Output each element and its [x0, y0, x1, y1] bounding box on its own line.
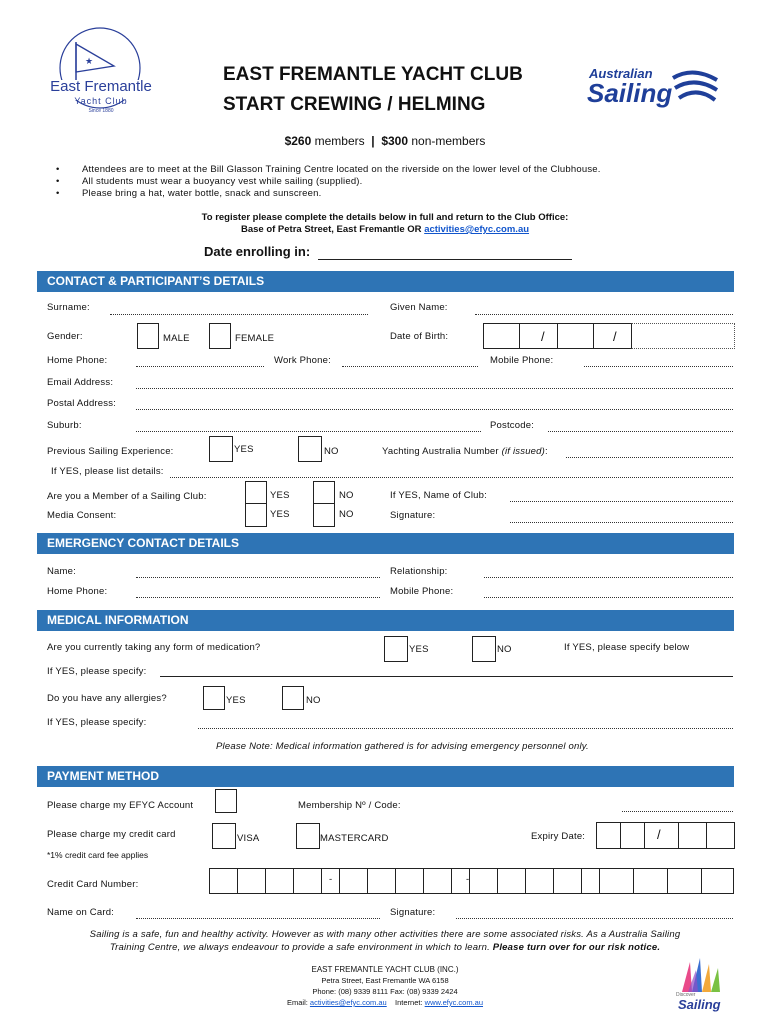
work-phone-label: Work Phone: [274, 355, 331, 366]
media-no-label: NO [339, 509, 354, 520]
efyc-account-checkbox[interactable] [215, 789, 237, 813]
ya-number-label [382, 446, 548, 457]
media-yes-label: YES [270, 509, 290, 520]
dob-sep-1: / [541, 329, 545, 344]
female-label: FEMALE [235, 333, 275, 344]
dob-day-1[interactable] [483, 323, 521, 349]
medication-yes-checkbox[interactable] [384, 636, 408, 662]
safety-turn-over: Please turn over for our risk notice. [492, 942, 661, 953]
member-club-no-checkbox[interactable] [313, 481, 335, 505]
dob-year[interactable] [631, 323, 735, 349]
medication-no-checkbox[interactable] [472, 636, 496, 662]
visa-label: VISA [237, 833, 260, 844]
ya-number-text: Yachting Australia Number [382, 446, 499, 457]
member-club-label: Are you a Member of a Sailing Club: [47, 491, 207, 502]
footer-phone: Phone: (08) 9339 8111 Fax: (08) 9339 2424 [312, 987, 458, 996]
page-title-line1: EAST FREMANTLE YACHT CLUB [223, 64, 523, 85]
member-club-yes-checkbox[interactable] [245, 481, 267, 505]
email-field[interactable] [136, 388, 733, 389]
prev-exp-label: Previous Sailing Experience: [47, 446, 174, 457]
mobile-phone-field[interactable] [584, 366, 733, 367]
footer-email-label: Email: [286, 998, 310, 1007]
payment-signature-field[interactable] [456, 918, 733, 919]
card-number-boxes[interactable] [209, 868, 733, 892]
visa-checkbox[interactable] [212, 823, 236, 849]
prev-exp-no-label: NO [324, 446, 339, 457]
card-digit[interactable] [525, 868, 555, 894]
card-digit[interactable] [553, 868, 583, 894]
emergency-home-phone-label: Home Phone: [47, 586, 108, 597]
date-enrolling-field[interactable] [318, 259, 572, 260]
expiry-y1[interactable] [644, 822, 680, 849]
postcode-label: Postcode: [490, 420, 535, 431]
register-line1: To register please complete the details below in full and return to the Club Office: [201, 212, 569, 223]
emergency-name-label: Name: [47, 566, 76, 577]
signature-label: Signature: [390, 510, 436, 521]
medication-question: Are you currently taking any form of medication? [47, 642, 261, 653]
card-digit[interactable] [237, 868, 267, 894]
mastercard-checkbox[interactable] [296, 823, 320, 849]
media-consent-label: Media Consent: [47, 510, 117, 521]
sailing-logo-line2: Sailing [587, 78, 673, 108]
card-digit[interactable] [701, 868, 734, 894]
signature-field[interactable] [510, 522, 733, 523]
club-logo-sub: Yacht Club [74, 96, 128, 106]
postcode-field[interactable] [548, 431, 733, 432]
bullet-item: • Attendees are to meet at the Bill Glasson Training Centre located on the riverside on the lower level of the Clubhouse. [56, 164, 601, 176]
card-digit[interactable] [469, 868, 499, 894]
allergies-yes-checkbox[interactable] [203, 686, 225, 710]
mobile-phone-label: Mobile Phone: [490, 355, 554, 366]
section-payment-heading: PAYMENT METHOD [37, 766, 734, 787]
medication-specify-below: If YES, please specify below [564, 642, 690, 653]
sailing-logo-line1: Australian [589, 66, 653, 81]
if-yes-list-field[interactable] [170, 477, 733, 478]
expiry-y2[interactable] [678, 822, 708, 849]
page-title-line2: START CREWING / HELMING [223, 94, 486, 115]
club-logo [36, 22, 166, 122]
card-sep-box [581, 868, 601, 894]
register-email-link[interactable]: activities@efyc.com.au [424, 224, 530, 235]
footer-contact [0, 964, 770, 1008]
ya-number-issued: (if issued) [501, 446, 546, 457]
price-line [0, 134, 770, 148]
card-digit[interactable] [599, 868, 635, 894]
expiry-m1[interactable] [596, 822, 622, 849]
register-address: Base of Petra Street, East Fremantle OR [240, 224, 425, 235]
safety-line2-text: Training Centre, we always endeavour to provide a safe environment in which to learn. [109, 942, 493, 953]
section-emergency-heading: EMERGENCY CONTACT DETAILS [37, 533, 734, 554]
card-sep: - [466, 874, 470, 885]
dob-day-2[interactable] [519, 323, 559, 349]
male-checkbox[interactable] [137, 323, 159, 349]
ya-number-field[interactable] [566, 457, 733, 458]
name-on-card-label: Name on Card: [47, 907, 115, 918]
section-medical-heading: MEDICAL INFORMATION [37, 610, 734, 631]
female-checkbox[interactable] [209, 323, 231, 349]
allergies-no-checkbox[interactable] [282, 686, 304, 710]
expiry-sep: / [657, 827, 661, 842]
date-enrolling-label: Date enrolling in: [204, 244, 311, 259]
media-no-checkbox[interactable] [313, 503, 335, 527]
postal-label: Postal Address: [47, 398, 117, 409]
card-digit[interactable] [667, 868, 703, 894]
medication-specify-field[interactable] [160, 676, 733, 677]
card-digit[interactable] [209, 868, 239, 894]
allergies-specify-label: If YES, please specify: [47, 717, 147, 728]
if-yes-list-label: If YES, please list details: [51, 466, 164, 477]
male-label: MALE [163, 333, 190, 344]
relationship-field[interactable] [484, 577, 733, 578]
home-phone-label: Home Phone: [47, 355, 108, 366]
work-phone-field[interactable] [342, 366, 478, 367]
expiry-m2[interactable] [620, 822, 646, 849]
bullet-item: • Please bring a hat, water bottle, snack and sunscreen. [56, 188, 601, 200]
allergies-question: Do you have any allergies? [47, 693, 167, 704]
membership-field[interactable] [622, 811, 733, 812]
dob-month-1[interactable] [557, 323, 595, 349]
efyc-account-label: Please charge my EFYC Account [47, 800, 194, 811]
prev-exp-no-checkbox[interactable] [298, 436, 322, 462]
surname-field[interactable] [110, 314, 368, 315]
prev-exp-yes-label: YES [234, 444, 254, 455]
australian-sailing-logo [585, 64, 725, 112]
credit-card-label: Please charge my credit card [47, 829, 176, 840]
club-logo-est: Since 1880 [88, 108, 114, 114]
member-club-yes-label: YES [270, 490, 290, 501]
price-separator: | [371, 134, 375, 148]
club-logo-name: East Fremantle [50, 78, 152, 95]
home-phone-field[interactable] [136, 366, 264, 367]
gender-label: Gender: [47, 331, 83, 342]
suburb-label: Suburb: [47, 420, 82, 431]
footer-address: Petra Street, East Fremantle WA 6158 [321, 976, 449, 985]
club-name-label: If YES, Name of Club: [390, 490, 487, 501]
postal-field[interactable] [136, 409, 733, 410]
payment-signature-label: Signature: [390, 907, 436, 918]
discover-logo-line1: Discover [676, 992, 696, 998]
card-sep: - [329, 874, 333, 885]
card-digit[interactable] [633, 868, 669, 894]
club-name-field[interactable] [510, 501, 733, 502]
emergency-mobile-label: Mobile Phone: [390, 586, 454, 597]
safety-line2 [0, 941, 770, 954]
given-name-field[interactable] [475, 314, 733, 315]
dob-sep-2: / [613, 329, 617, 344]
info-bullets [56, 164, 601, 200]
sailing-waves-icon [671, 68, 721, 106]
emergency-mobile-field[interactable] [484, 597, 733, 598]
allergies-no-label: NO [306, 695, 321, 706]
dob-label: Date of Birth: [390, 331, 449, 342]
prev-exp-yes-checkbox[interactable] [209, 436, 233, 462]
register-line2 [0, 224, 770, 236]
club-burgee-icon [36, 22, 166, 122]
bullet-item: • All students must wear a buoyancy vest while sailing (supplied). [56, 176, 601, 188]
price-non-suffix: non-members [408, 134, 486, 148]
footer-club-name: EAST FREMANTLE YACHT CLUB (INC.) [311, 965, 459, 974]
svg-text:★: ★ [85, 57, 94, 67]
medical-note: Please Note: Medical information gathered is for advising emergency personnel only. [216, 741, 589, 752]
ya-number-colon: : [545, 446, 548, 457]
discover-logo-line2: Sailing [678, 997, 721, 1012]
safety-line1: Sailing is a safe, fun and healthy activity. However as with many other activities there are some associated risks. As a Australia Sailing [89, 929, 681, 940]
name-on-card-field[interactable] [136, 918, 380, 919]
card-digit[interactable] [497, 868, 527, 894]
footer-email-link[interactable]: activities@efyc.com.au [309, 998, 387, 1007]
card-digit[interactable] [293, 868, 323, 894]
emergency-name-field[interactable] [136, 577, 380, 578]
footer-website-link[interactable]: www.efyc.com.au [424, 998, 484, 1007]
discover-sailing-logo [672, 956, 732, 1014]
medication-yes-label: YES [409, 644, 429, 655]
suburb-field[interactable] [136, 431, 481, 432]
price-non-member: $300 [381, 134, 409, 148]
card-digit[interactable] [265, 868, 295, 894]
media-yes-checkbox[interactable] [245, 503, 267, 527]
expiry-y3[interactable] [706, 822, 735, 849]
register-instruction [0, 212, 770, 236]
expiry-label: Expiry Date: [531, 831, 586, 842]
allergies-yes-label: YES [226, 695, 246, 706]
card-digit[interactable] [367, 868, 397, 894]
mastercard-label: MASTERCARD [320, 833, 389, 844]
card-fee-note: *1% credit card fee applies [47, 850, 149, 860]
relationship-label: Relationship: [390, 566, 448, 577]
emergency-home-phone-field[interactable] [136, 597, 380, 598]
medication-specify-label: If YES, please specify: [47, 666, 147, 677]
membership-label: Membership Nº / Code: [298, 800, 401, 811]
card-digit[interactable] [395, 868, 425, 894]
given-name-label: Given Name: [390, 302, 448, 313]
medication-no-label: NO [497, 644, 512, 655]
card-number-label: Credit Card Number: [47, 879, 139, 890]
section-contact-heading: CONTACT & PARTICIPANT’S DETAILS [37, 271, 734, 292]
allergies-specify-field[interactable] [198, 728, 733, 729]
sails-icon [672, 956, 732, 996]
safety-notice [0, 928, 770, 954]
price-member-suffix: members [311, 134, 365, 148]
footer-email-line [0, 997, 770, 1008]
card-digit[interactable] [423, 868, 453, 894]
footer-internet-label: Internet: [386, 998, 425, 1007]
price-member: $260 [284, 134, 312, 148]
email-label: Email Address: [47, 377, 114, 388]
member-club-no-label: NO [339, 490, 354, 501]
surname-label: Surname: [47, 302, 90, 313]
card-digit[interactable] [339, 868, 369, 894]
